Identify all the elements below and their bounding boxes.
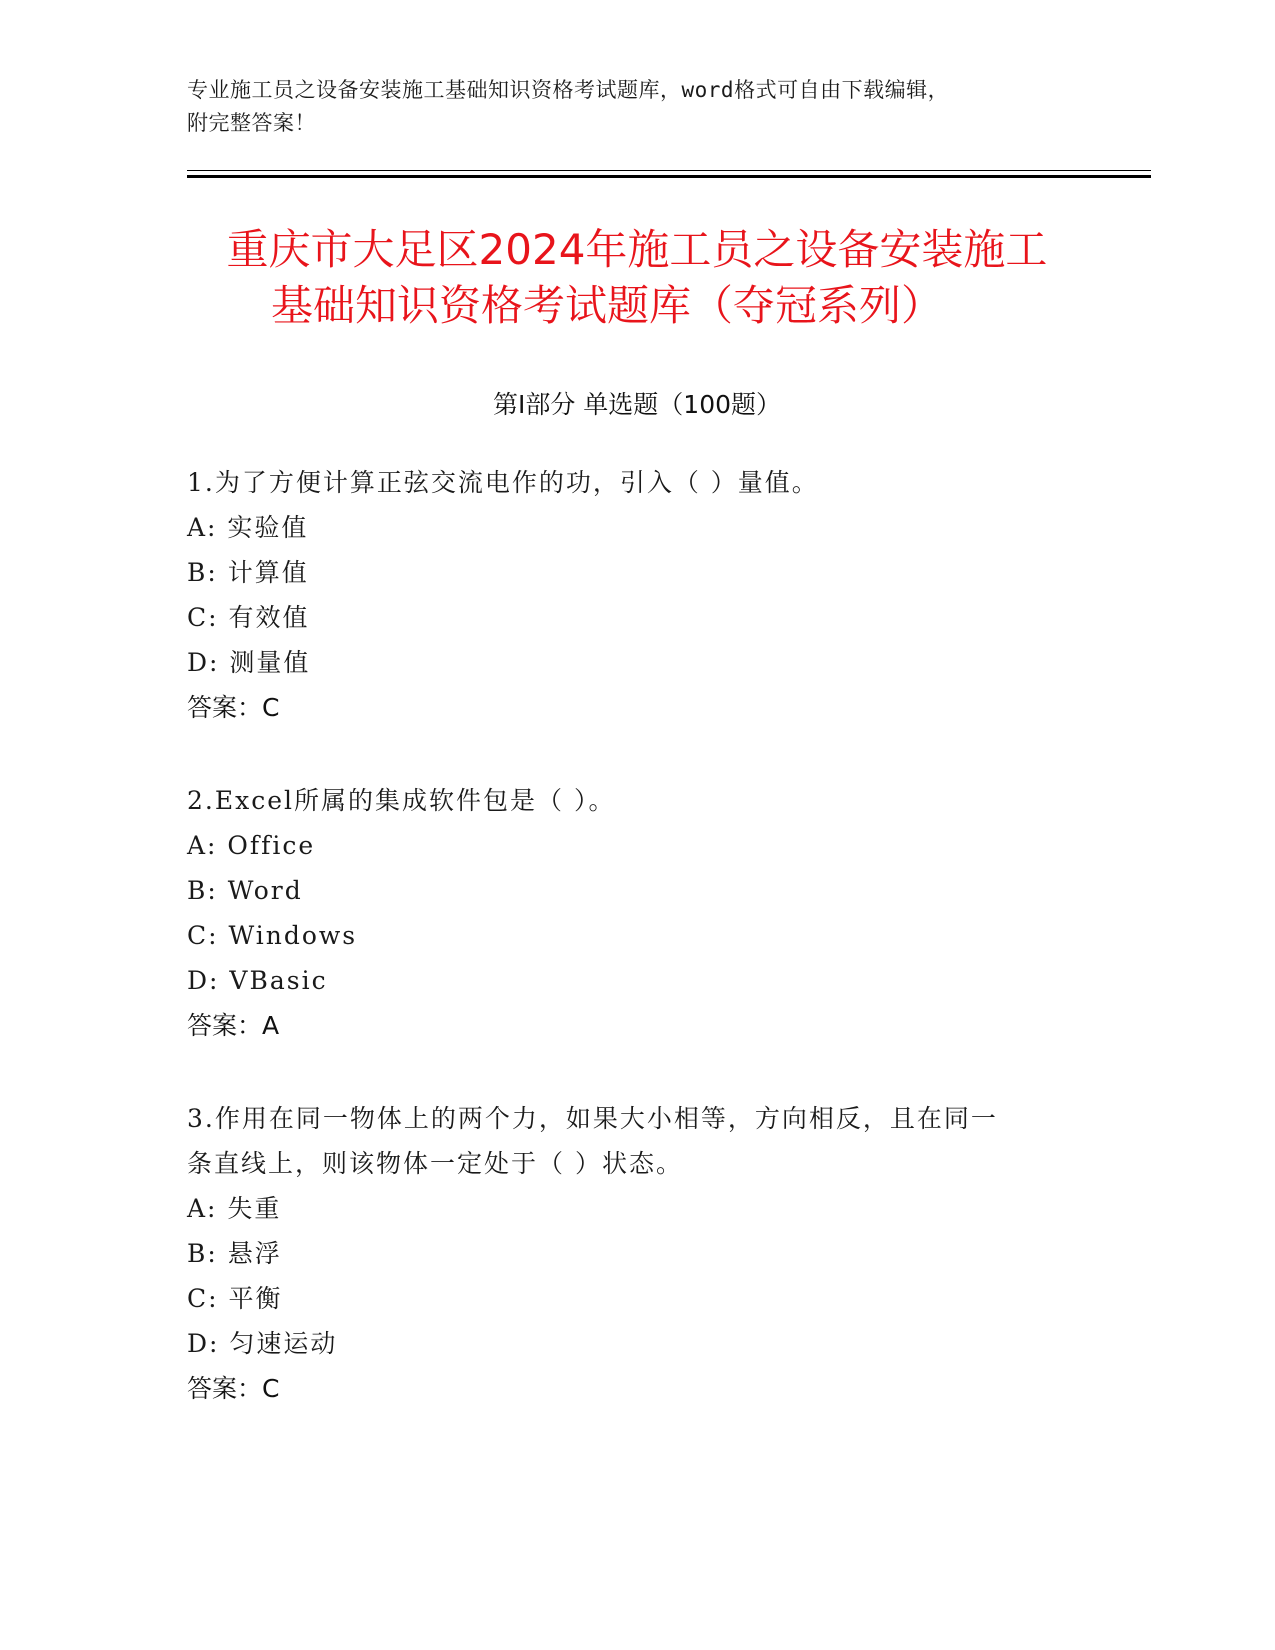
question-1: [187, 460, 1087, 730]
option-d: D: 匀速运动: [187, 1329, 338, 1358]
header-note-line-2: 附完整答案！: [187, 111, 316, 135]
question-stem: 2.Excel所属的集成软件包是（ ）。: [187, 786, 616, 815]
question-stem: 1.为了方便计算正弦交流电作的功，引入（ ）量值。: [187, 468, 819, 497]
option-b: B: Word: [187, 876, 303, 905]
option-d: D: VBasic: [187, 966, 328, 995]
option-c: C: Windows: [187, 921, 358, 950]
option-a: A: 实验值: [187, 513, 309, 542]
answer: 答案：A: [187, 1011, 280, 1040]
option-d: D: 测量值: [187, 648, 311, 677]
question-stem-line-2: 条直线上，则该物体一定处于（ ）状态。: [187, 1149, 683, 1178]
header-divider-thick: [187, 175, 1151, 178]
option-b: B: 计算值: [187, 558, 309, 587]
question-stem-line-1: 3.作用在同一物体上的两个力，如果大小相等，方向相反，且在同一: [187, 1104, 998, 1133]
option-c: C: 有效值: [187, 603, 310, 632]
document-title: [187, 222, 1087, 334]
header-divider-thin: [187, 170, 1151, 171]
question-3: [187, 1096, 1087, 1411]
answer: 答案：C: [187, 693, 280, 722]
header-note-line-1: 专业施工员之设备安装施工基础知识资格考试题库，word格式可自由下载编辑，: [187, 78, 950, 102]
option-a: A: Office: [187, 831, 316, 860]
section-heading: 第Ⅰ部分 单选题（100题）: [492, 390, 782, 419]
document-title-line-1: 重庆市大足区2024年施工员之设备安装施工: [226, 225, 1048, 274]
option-b: B: 悬浮: [187, 1239, 282, 1268]
header-note: [187, 74, 1087, 140]
answer: 答案：C: [187, 1374, 280, 1403]
document-title-line-2: 基础知识资格考试题库（夺冠系列）: [270, 281, 943, 330]
question-2: [187, 778, 1087, 1048]
option-c: C: 平衡: [187, 1284, 283, 1313]
option-a: A: 失重: [187, 1194, 282, 1223]
